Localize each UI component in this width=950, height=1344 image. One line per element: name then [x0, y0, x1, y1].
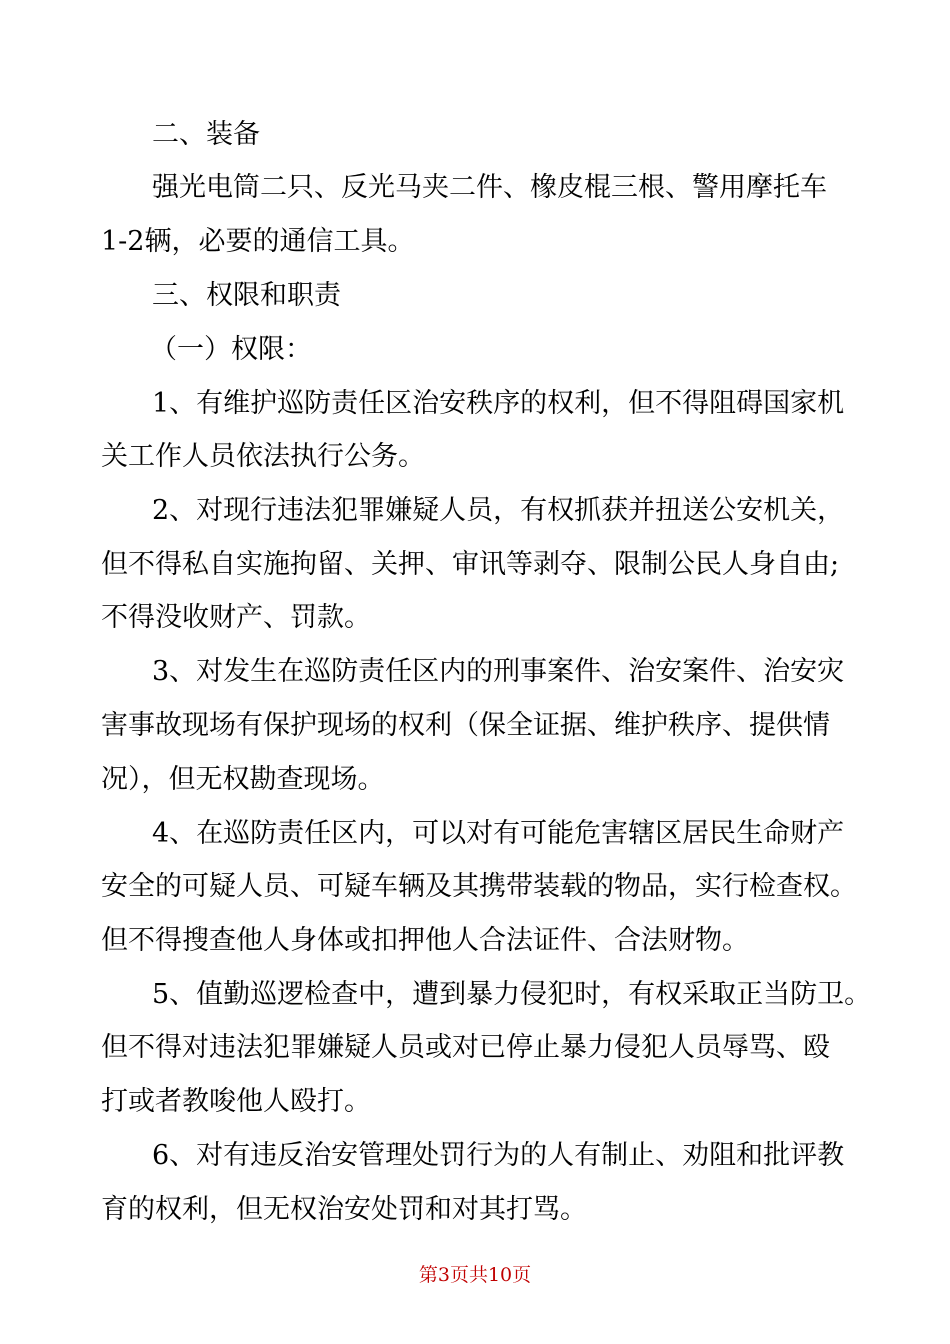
section-heading-equipment: 二、装备 [152, 119, 260, 150]
paragraph-line: 强光电筒二只、反光马夹二件、橡皮棍三根、警用摩托车 [152, 172, 827, 203]
paragraph-line: 1、有维护巡防责任区治安秩序的权利，但不得阻碍国家机 [152, 388, 845, 419]
paragraph-line: 2、对现行违法犯罪嫌疑人员，有权抓获并扭送公安机关， [152, 495, 845, 526]
paragraph-line: 况），但无权勘查现场。 [101, 764, 385, 795]
paragraph-line: 关工作人员依法执行公务。 [101, 441, 425, 472]
paragraph-line: 安全的可疑人员、可疑车辆及其携带装载的物品，实行检查权。 [101, 871, 857, 902]
paragraph-line: 1-2辆，必要的通信工具。 [101, 226, 415, 257]
paragraph-line: 6、对有违反治安管理处罚行为的人有制止、劝阻和批评教 [152, 1140, 845, 1171]
section-heading-authority-duties: 三、权限和职责 [152, 280, 341, 311]
paragraph-line: 害事故现场有保护现场的权利（保全证据、维护秩序、提供情 [101, 710, 830, 741]
paragraph-line: 4、在巡防责任区内，可以对有可能危害辖区居民生命财产 [152, 818, 845, 849]
paragraph-line: 但不得私自实施拘留、关押、审讯等剥夺、限制公民人身自由; [101, 549, 840, 580]
subsection-heading-authority: （一）权限： [150, 334, 312, 365]
paragraph-line: 但不得搜查他人身体或扣押他人合法证件、合法财物。 [101, 925, 749, 956]
paragraph-line: 育的权利，但无权治安处罚和对其打骂。 [101, 1194, 587, 1225]
paragraph-line: 打或者教唆他人殴打。 [101, 1086, 371, 1117]
paragraph-line: 不得没收财产、罚款。 [101, 602, 371, 633]
page-number-footer: 第3页共10页 [418, 1264, 532, 1286]
paragraph-line: 5、值勤巡逻检查中，遭到暴力侵犯时，有权采取正当防卫。 [152, 979, 872, 1010]
paragraph-line: 但不得对违法犯罪嫌疑人员或对已停止暴力侵犯人员辱骂、殴 [101, 1032, 830, 1063]
paragraph-line: 3、对发生在巡防责任区内的刑事案件、治安案件、治安灾 [152, 656, 845, 687]
